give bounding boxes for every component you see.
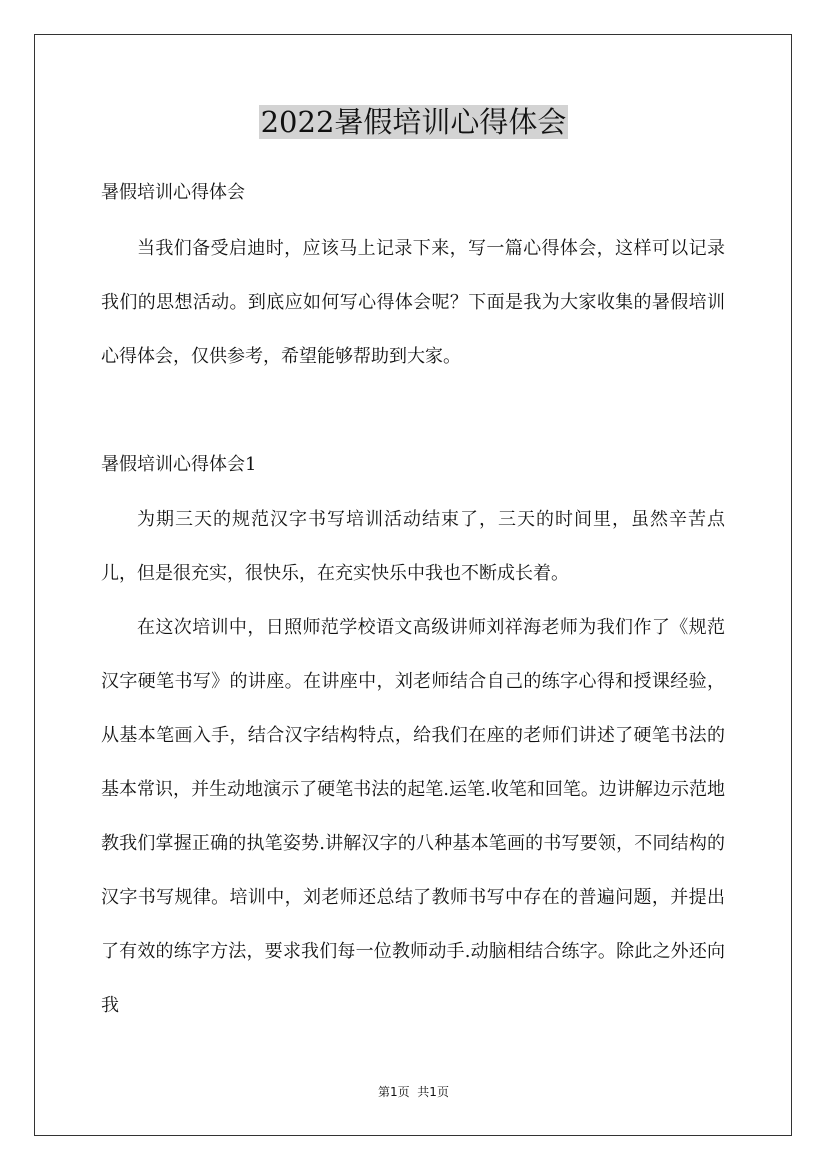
section-1-paragraph-2: 在这次培训中，日照师范学校语文高级讲师刘祥海老师为我们作了《规范汉字硬笔书写》的讲座。在讲座中，刘老师结合自己的练字心得和授课经验，从基本笔画入手，结合汉字结构特点，给我们在座的老师们讲述了硬笔书法的基本常识，并生动地演示了硬笔书法的起笔.运笔.收笔和回笔。边讲解边示范地教我们掌握正确的执笔姿势.讲解汉字的八种基本笔画的书写要领，不同结构的汉字书写规律。培训中，刘老师还总结了教师书写中存在的普遍问题，并提出了有效的练字方法，要求我们每一位教师动手.动脑相结合练字。除此之外还向我 bbox=[101, 617, 725, 1016]
section-1-paragraph-1: 为期三天的规范汉字书写培训活动结束了，三天的时间里，虽然辛苦点儿，但是很充实，很快乐，在充实快乐中我也不断成长着。 bbox=[101, 509, 725, 584]
section-1-heading: 暑假培训心得体会1 bbox=[101, 454, 257, 475]
page-footer: 第1页 共1页 bbox=[378, 1085, 449, 1099]
document-title-text: 2022暑假培训心得体会 bbox=[260, 105, 567, 139]
document-title bbox=[0, 100, 827, 144]
intro-paragraph: 当我们备受启迪时，应该马上记录下来，写一篇心得体会，这样可以记录我们的思想活动。到底应如何写心得体会呢？下面是我为大家收集的暑假培训心得体会，仅供参考，希望能够帮助到大家。 bbox=[101, 238, 725, 367]
intro-heading: 暑假培训心得体会 bbox=[101, 182, 245, 203]
